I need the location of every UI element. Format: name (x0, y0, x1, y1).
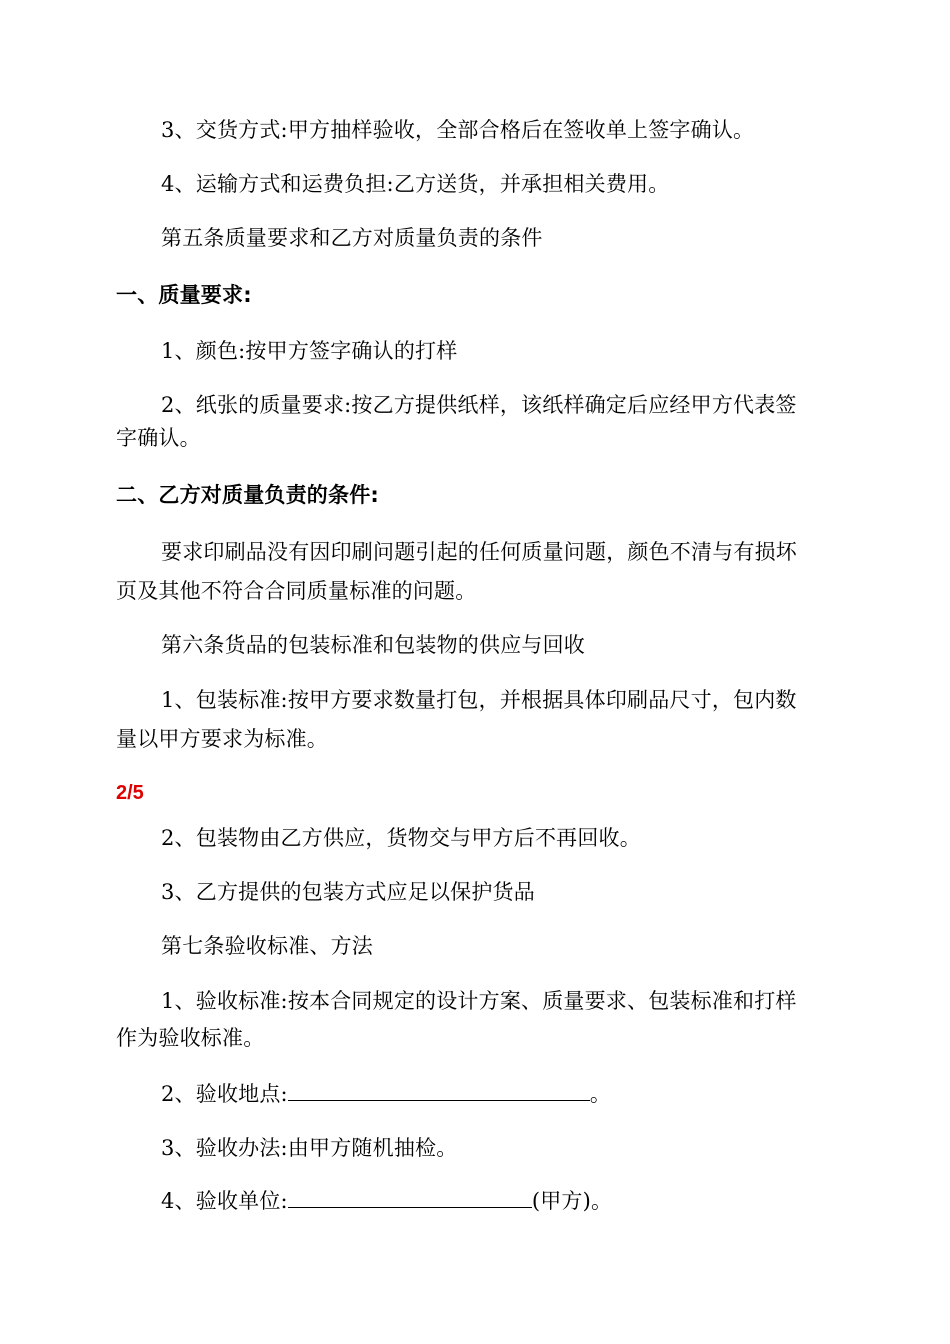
article-six-heading: 第六条货品的包装标准和包装物的供应与回收 (161, 633, 585, 657)
acceptance-unit-end: (甲方)。 (531, 1189, 613, 1213)
clause-packing-standard-line1: 1、包装标准:按甲方要求数量打包，并根据具体印刷品尺寸，包内数 (161, 688, 797, 712)
clause-packing-protection: 3、乙方提供的包装方式应足以保护货品 (161, 880, 535, 904)
clause-acceptance-method: 3、验收办法:由甲方随机抽检。 (161, 1136, 458, 1160)
section-quality-responsibility-heading: 二、乙方对质量负责的条件: (116, 483, 379, 507)
clause-paper-quality-line2: 字确认。 (116, 426, 201, 450)
clause-color: 1、颜色:按甲方签字确认的打样 (161, 339, 458, 363)
clause-acceptance-location (161, 1077, 611, 1111)
acceptance-location-end: 。 (589, 1082, 612, 1106)
clause-acceptance-unit (161, 1184, 612, 1218)
clause-packing-supply: 2、包装物由乙方供应，货物交与甲方后不再回收。 (161, 826, 641, 850)
clause-print-quality-line1: 要求印刷品没有因印刷问题引起的任何质量问题，颜色不清与有损坏 (161, 540, 797, 564)
clause-print-quality-line2: 页及其他不符合合同质量标准的问题。 (116, 579, 477, 603)
page-indicator: 2/5 (116, 782, 144, 804)
acceptance-location-blank[interactable] (288, 1078, 590, 1101)
article-seven-heading: 第七条验收标准、方法 (161, 934, 373, 958)
acceptance-location-label: 2、验收地点: (161, 1082, 288, 1106)
clause-paper-quality-line1: 2、纸张的质量要求:按乙方提供纸样，该纸样确定后应经甲方代表签 (161, 393, 797, 417)
acceptance-unit-blank[interactable] (288, 1185, 532, 1208)
clause-packing-standard-line2: 量以甲方要求为标准。 (116, 727, 328, 751)
clause-acceptance-standard-line1: 1、验收标准:按本合同规定的设计方案、质量要求、包装标准和打样 (161, 989, 797, 1013)
section-quality-requirements-heading: 一、质量要求: (116, 283, 252, 307)
clause-delivery-method: 3、交货方式:甲方抽样验收，全部合格后在签收单上签字确认。 (161, 118, 755, 142)
acceptance-unit-label: 4、验收单位: (161, 1189, 288, 1213)
article-five-heading: 第五条质量要求和乙方对质量负责的条件 (161, 226, 543, 250)
clause-acceptance-standard-line2: 作为验收标准。 (116, 1026, 265, 1050)
clause-transport-cost: 4、运输方式和运费负担:乙方送货，并承担相关费用。 (161, 172, 670, 196)
